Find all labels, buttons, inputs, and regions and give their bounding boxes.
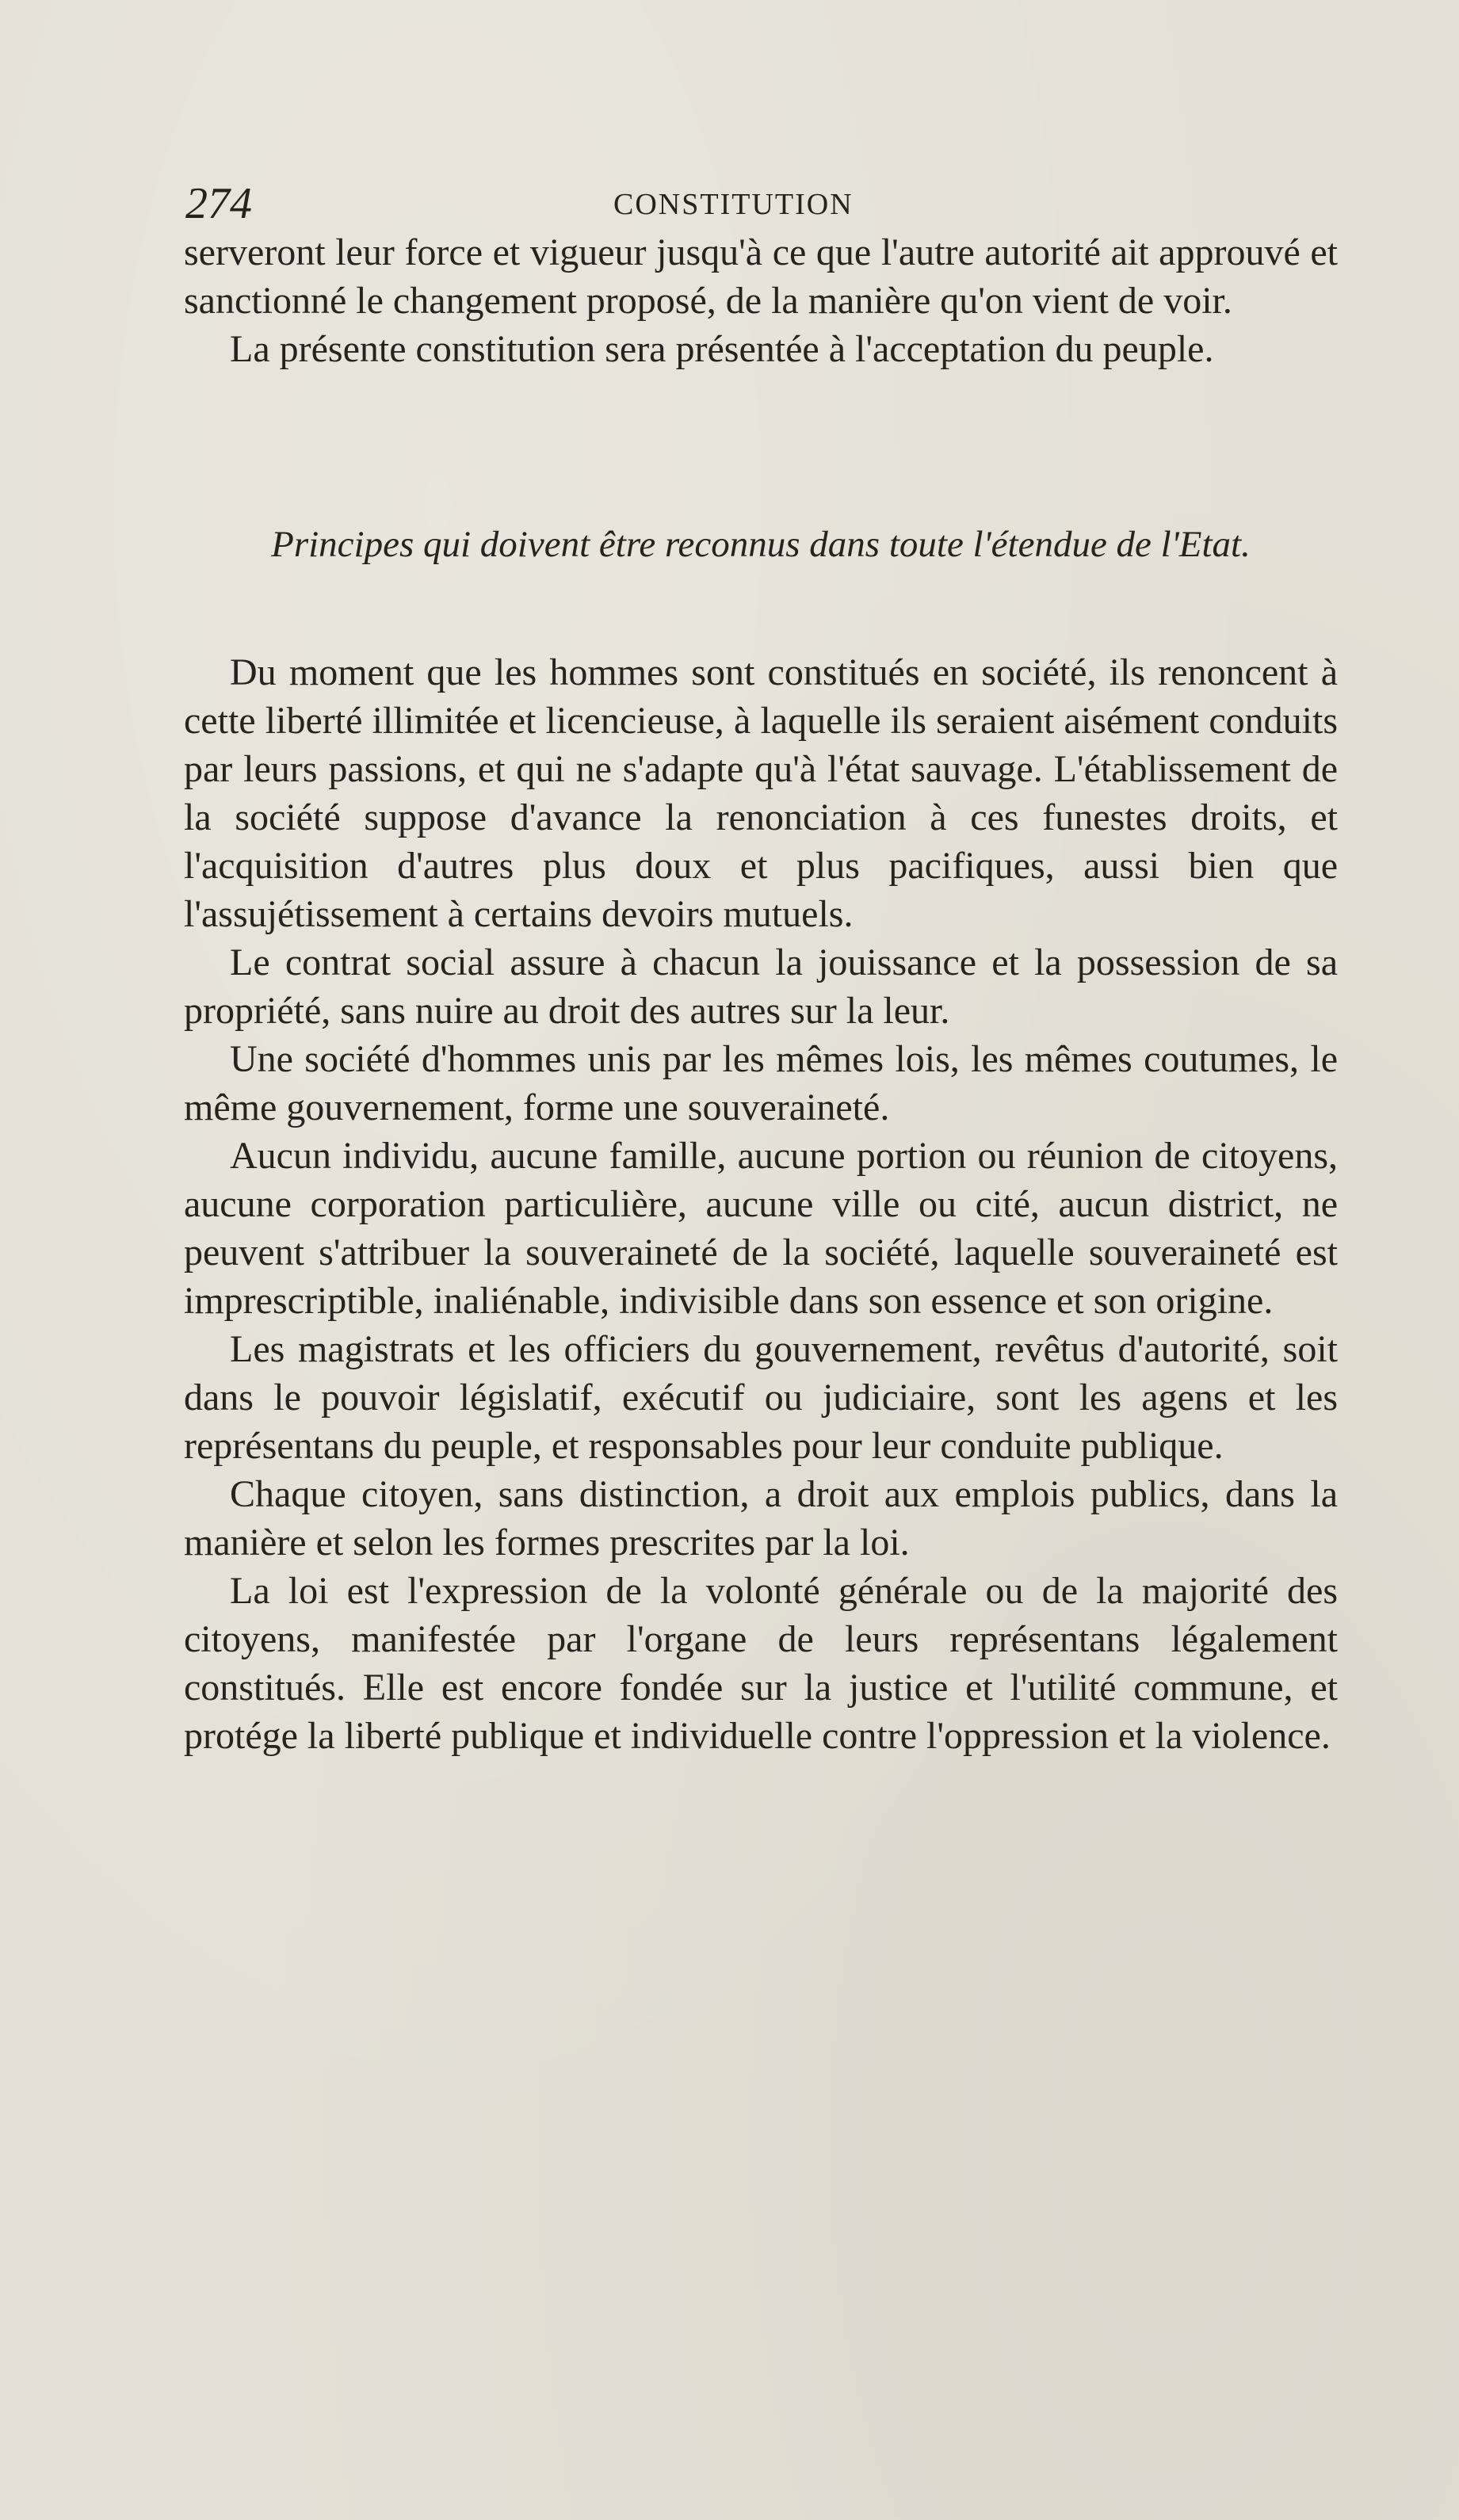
paragraph-no-individual: Aucun individu, aucune famille, aucune portion ou réunion de citoyens, aucune corporation particulière, aucune ville ou cité, aucun district, ne peuvent s'attribuer la souveraineté de la société, laquelle souveraineté est imprescriptible, inaliénable, indivisible dans son essence et son origine. (184, 1135, 1338, 1322)
running-title: CONSTITUTION (613, 188, 854, 221)
page-header (185, 176, 1335, 231)
paragraph-sovereignty: Une société d'hommes unis par les mêmes lois, les mêmes coutumes, le même gouvernement, forme une souveraineté. (184, 1038, 1338, 1128)
principles-text (184, 648, 1338, 1760)
section-heading: Principes qui doivent être reconnus dans toute l'étendue de l'Etat. (271, 524, 1251, 565)
paragraph-social-contract: Le contrat social assure à chacun la jouissance et la possession de sa propriété, sans nuire au droit des autres sur la leur. (184, 941, 1338, 1032)
page-number: 274 (185, 179, 252, 228)
opening-text (184, 228, 1338, 373)
paragraph-public-employment: Chaque citoyen, sans distinction, a droit aux emplois publics, dans la manière et selon les formes prescrites par la loi. (184, 1473, 1338, 1564)
continuation-paragraph: serveront leur force et vigueur jusqu'à ce que l'autre autorité ait approuvé et sanctionné le changement proposé, de la manière qu'on vient de voir. (184, 231, 1338, 322)
acceptance-paragraph: La présente constitution sera présentée à l'acceptation du peuple. (230, 328, 1214, 370)
paragraph-society: Du moment que les hommes sont constitués en société, ils renoncent à cette liberté illimitée et licencieuse, à laquelle ils seraient aisément conduits par leurs passions, et qui ne s'adapte qu'à l'état sauvage. L'établissement de la société suppose d'avance la renonciation à ces funestes droits, et l'acquisition d'autres plus doux et plus pacifiques, aussi bien que l'assujétissement à certains devoirs mutuels. (184, 651, 1338, 935)
paragraph-law: La loi est l'expression de la volonté générale ou de la majorité des citoyens, manifestée par l'organe de leurs représentans légalement constitués. Elle est encore fondée sur la justice et l'utilité commune, et protége la liberté publique et individuelle contre l'oppression et la violence. (184, 1570, 1338, 1757)
paragraph-magistrates: Les magistrats et les officiers du gouvernement, revêtus d'autorité, soit dans le pouvoir législatif, exécutif ou judiciaire, sont les agens et les représentans du peuple, et responsables pour leur conduite publique. (184, 1328, 1338, 1467)
